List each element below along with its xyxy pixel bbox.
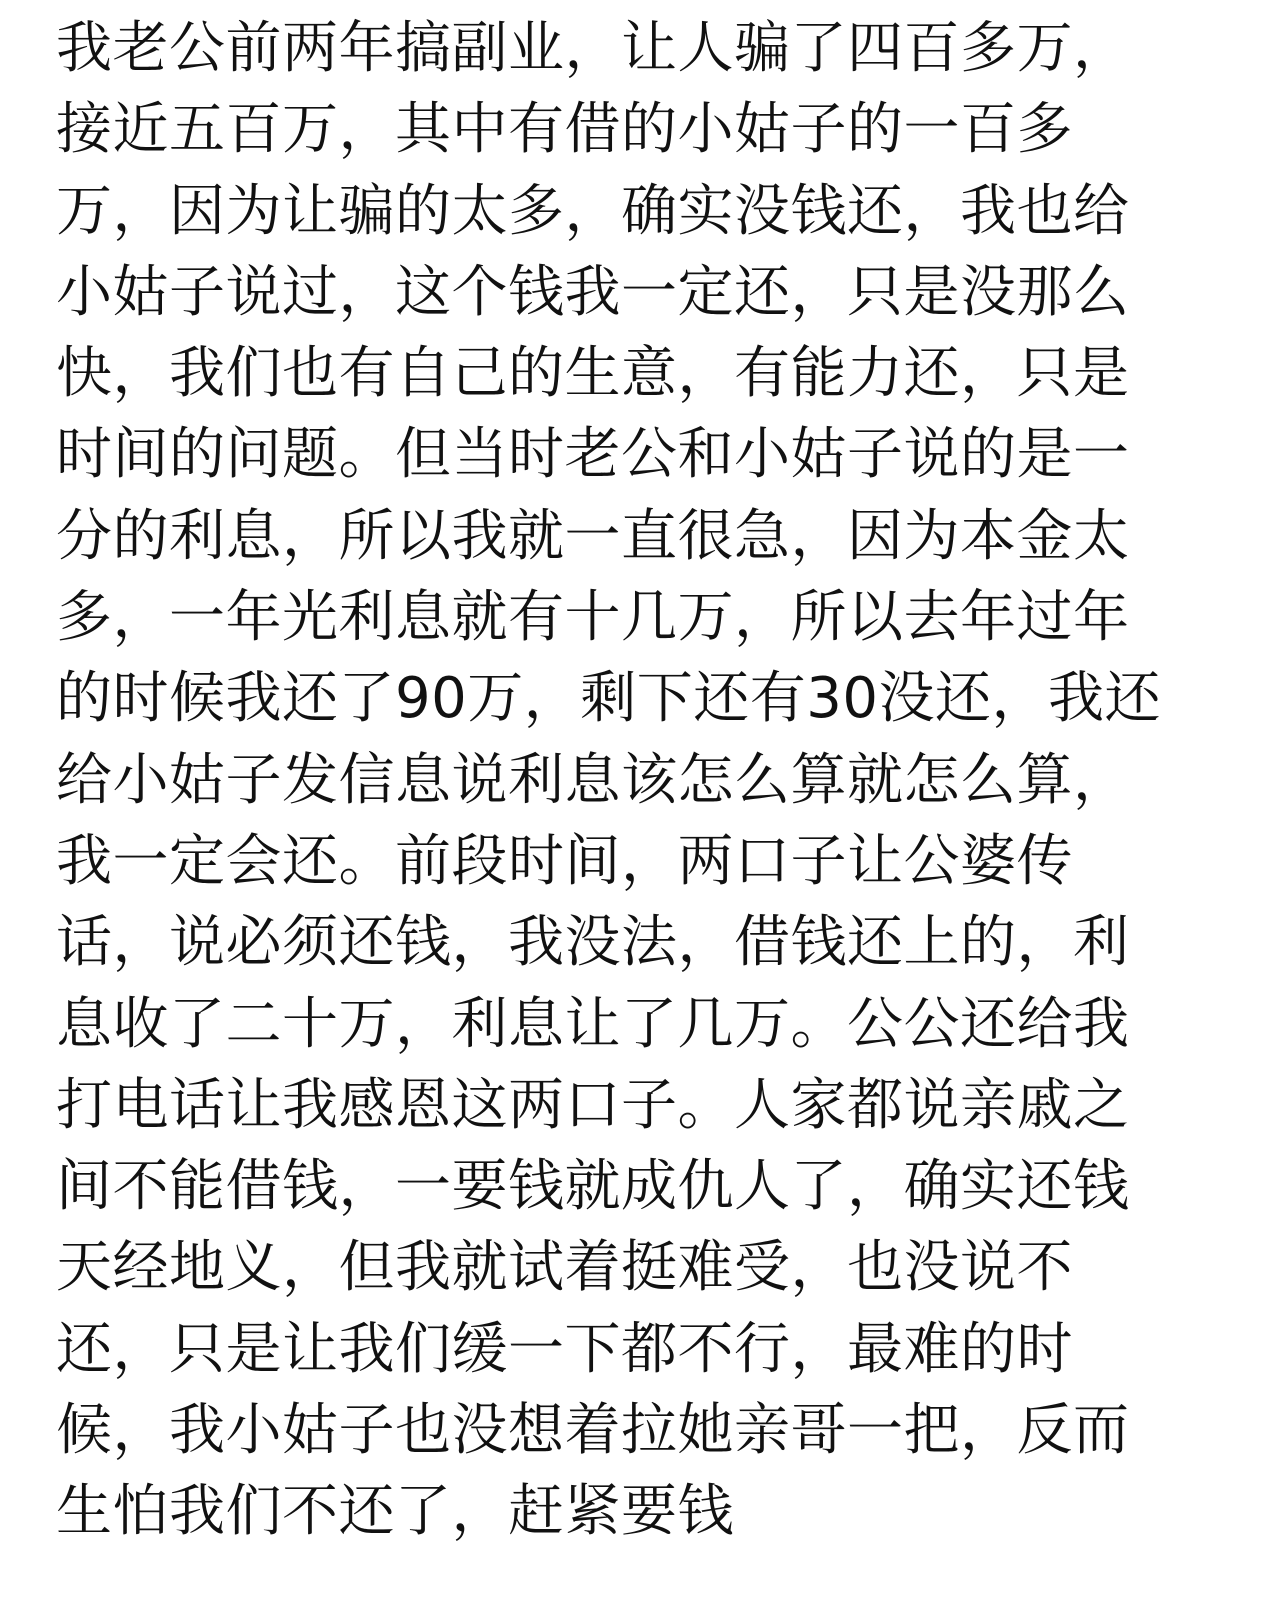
text-line: 快，我们也有自己的生意，有能力还，只是 [56, 341, 1130, 407]
text-line: 天经地义，但我就试着挺难受，也没说不 [56, 1235, 1073, 1301]
post-body [56, 8, 1216, 1553]
text-line: 我老公前两年搞副业，让人骗了四百多万， [56, 16, 1130, 81]
text-line: 多，一年光利息就有十几万，所以去年过年 [56, 585, 1130, 651]
text-line: 我一定会还。前段时间，两口子让公婆传 [56, 828, 1073, 894]
text-line: 时间的问题。但当时老公和小姑子说的是一 [56, 422, 1130, 488]
text-line: 话，说必须还钱，我没法，借钱还上的，利 [56, 910, 1130, 976]
text-line: 小姑子说过，这个钱我一定还，只是没那么 [56, 259, 1130, 325]
text-line: 候，我小姑子也没想着拉她亲哥一把，反而 [56, 1398, 1130, 1464]
text-line: 间不能借钱，一要钱就成仇人了，确实还钱 [56, 1154, 1130, 1220]
text-line: 还，只是让我们缓一下都不行，最难的时 [56, 1316, 1073, 1382]
text-line: 的时候我还了90万，剩下还有30没还，我还 [56, 666, 1162, 732]
text-line: 打电话让我感恩这两口子。人家都说亲戚之 [56, 1072, 1130, 1138]
text-line: 给小姑子发信息说利息该怎么算就怎么算， [56, 747, 1130, 813]
text-line: 生怕我们不还了，赶紧要钱 [56, 1479, 734, 1545]
text-line: 息收了二十万，利息让了几万。公公还给我 [56, 991, 1130, 1057]
text-line: 分的利息，所以我就一直很急，因为本金太 [56, 503, 1130, 569]
text-line: 接近五百万，其中有借的小姑子的一百多 [56, 97, 1073, 163]
text-line: 万，因为让骗的太多，确实没钱还，我也给 [56, 178, 1130, 244]
